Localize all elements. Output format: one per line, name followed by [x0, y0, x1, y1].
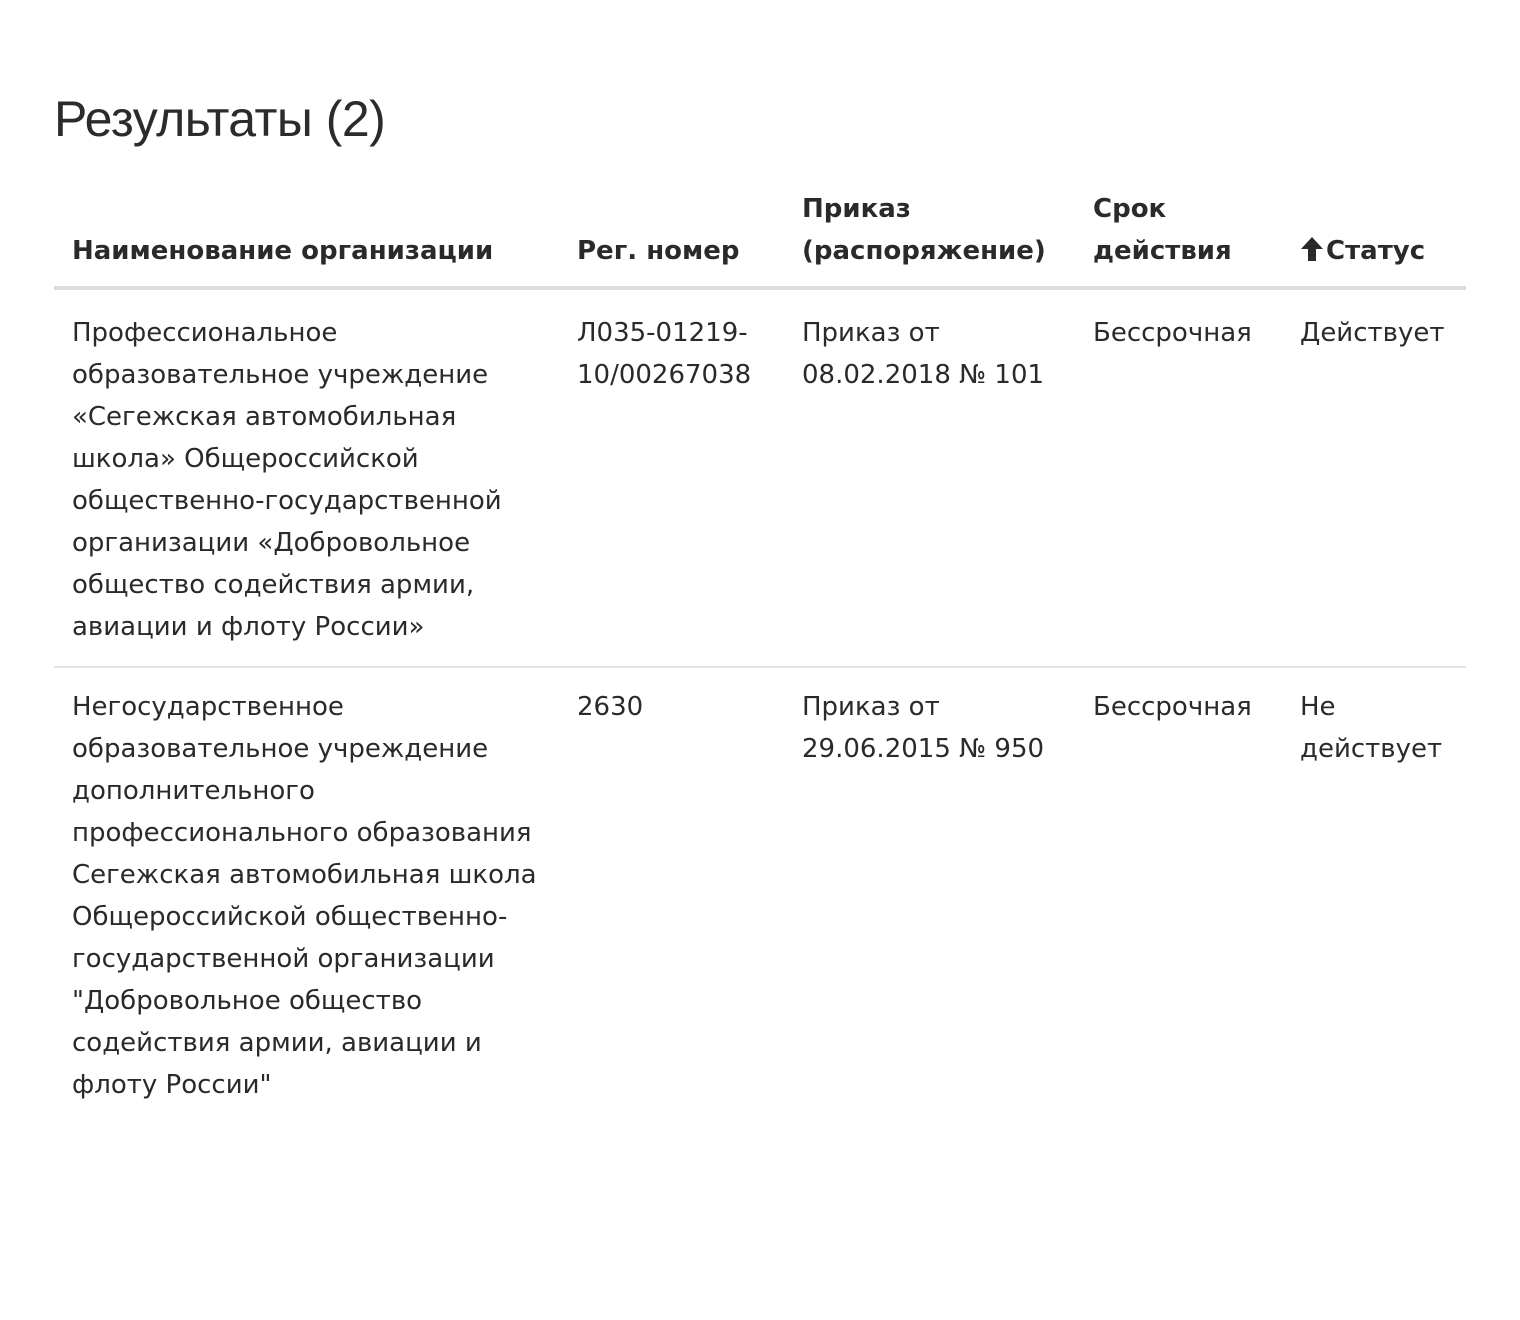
reg-number: Л035-01219-10/00267038 [577, 318, 752, 390]
column-header-order[interactable] [784, 188, 1075, 288]
cell-name [54, 288, 559, 667]
column-header-label: Статус [1326, 236, 1426, 266]
cell-order [784, 667, 1075, 1124]
cell-name [54, 667, 559, 1124]
page-title: Результаты (2) [54, 91, 386, 147]
column-header-status[interactable] [1282, 188, 1466, 288]
arrow-up-icon [1300, 236, 1324, 262]
table-header-row [54, 188, 1466, 288]
table-row[interactable] [54, 288, 1466, 667]
column-header-label: Срок действия [1093, 194, 1232, 266]
status-text: Не действует [1300, 692, 1443, 764]
term-text: Бессрочная [1093, 318, 1252, 348]
term-text: Бессрочная [1093, 692, 1252, 722]
organization-name: Профессиональное образовательное учреждение «Сегежская автомобильная школа» Общероссийской общественно-государственной организации «Добровольное общество содействия армии, авиации и флоту России» [72, 318, 502, 642]
reg-number: 2630 [577, 692, 644, 722]
cell-term [1075, 667, 1282, 1124]
cell-term [1075, 288, 1282, 667]
column-header-reg-number[interactable] [559, 188, 784, 288]
cell-status [1282, 667, 1466, 1124]
column-header-label: Приказ (распоряжение) [802, 194, 1046, 266]
column-header-label: Рег. номер [577, 236, 740, 266]
table-row[interactable] [54, 667, 1466, 1124]
results-table [54, 188, 1466, 1124]
column-header-name[interactable] [54, 188, 559, 288]
order-text: Приказ от 08.02.2018 № 101 [802, 318, 1045, 390]
cell-reg-number [559, 288, 784, 667]
organization-name: Негосударственное образовательное учреждение дополнительного профессионального образования Сегежская автомобильная школа Общероссийской общественно-государственной организации "Добровольное общество содействия армии, авиации и флоту России" [72, 692, 537, 1100]
order-text: Приказ от 29.06.2015 № 950 [802, 692, 1045, 764]
column-header-label: Наименование организации [72, 236, 494, 266]
column-header-term[interactable] [1075, 188, 1282, 288]
status-text: Действует [1300, 318, 1445, 348]
cell-order [784, 288, 1075, 667]
cell-status [1282, 288, 1466, 667]
cell-reg-number [559, 667, 784, 1124]
